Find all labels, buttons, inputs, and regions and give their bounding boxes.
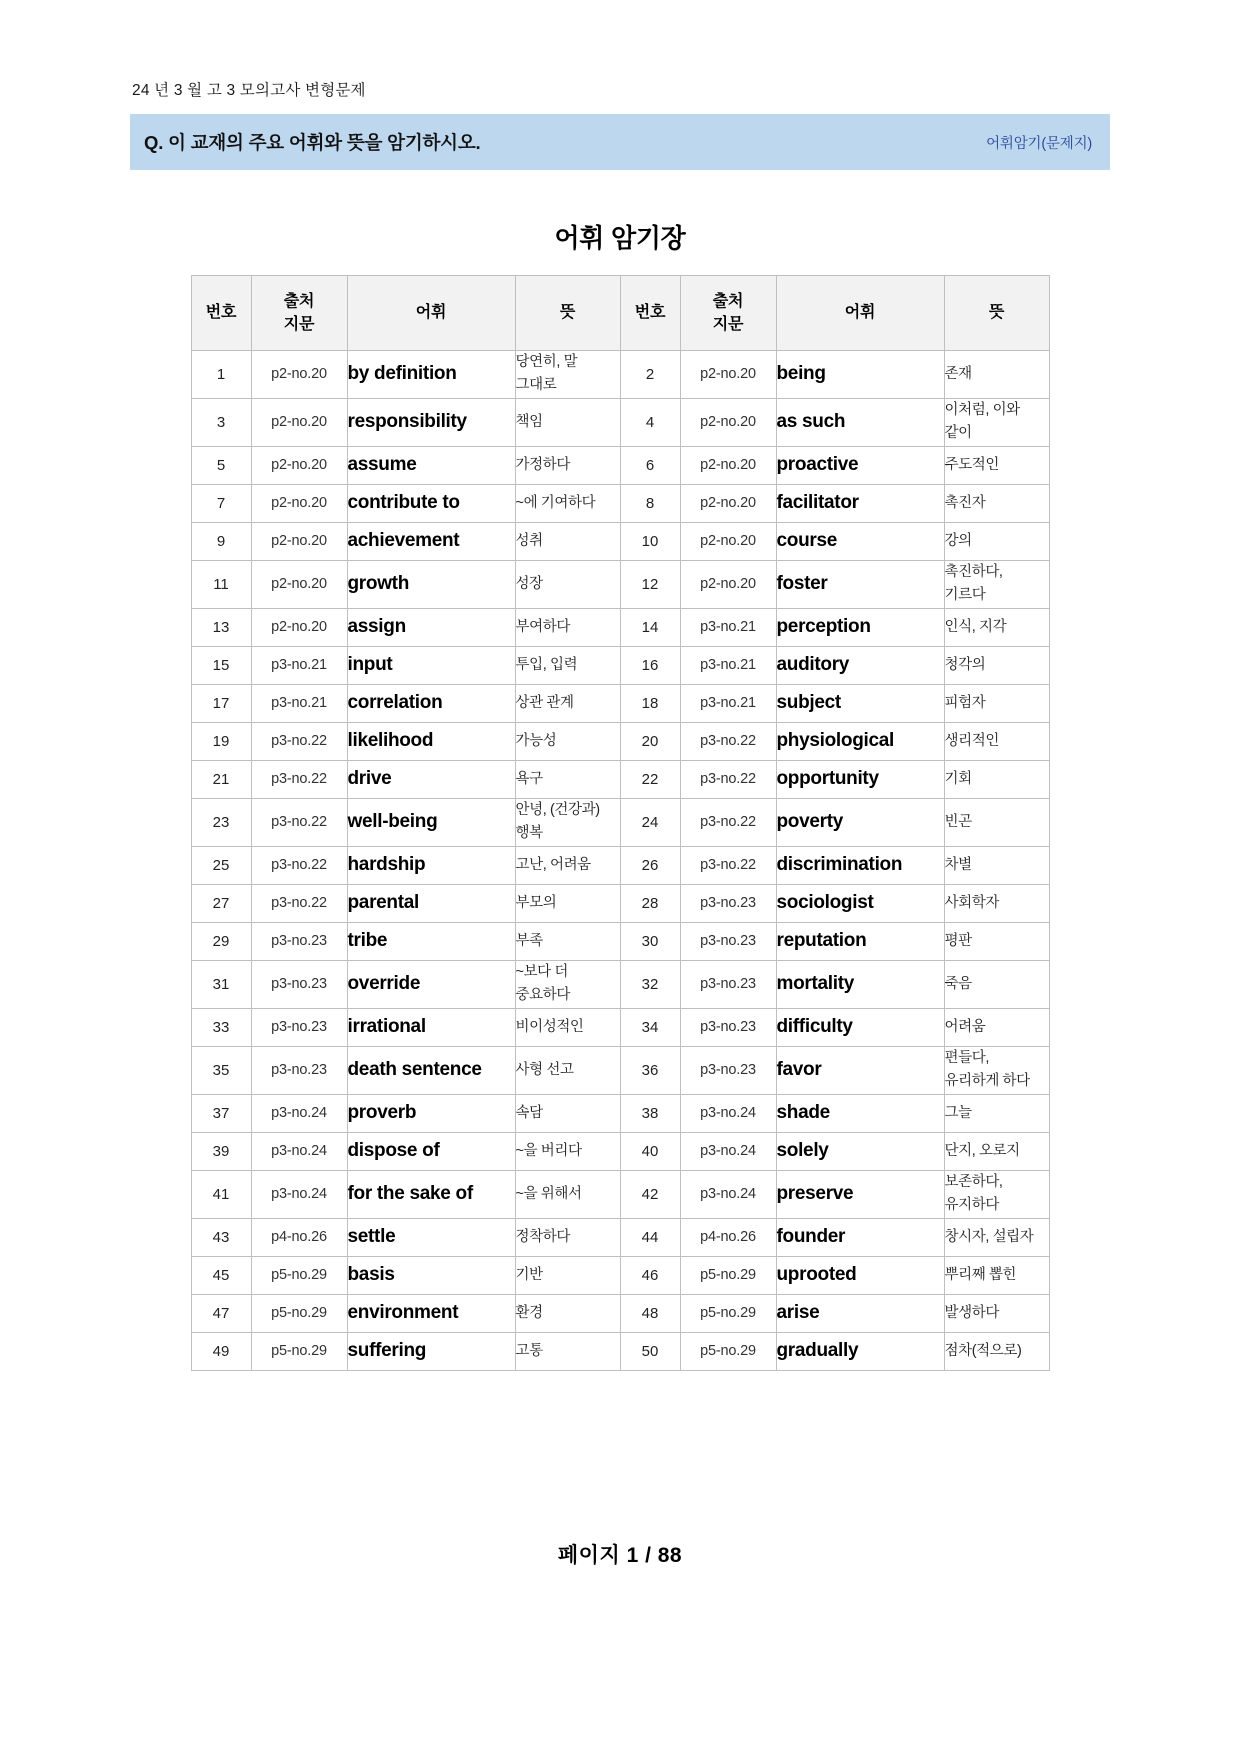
cell-source-passage-right: p3-no.22 (680, 846, 776, 884)
cell-source-passage-left: p2-no.20 (251, 446, 347, 484)
cell-source-passage-right: p5-no.29 (680, 1256, 776, 1294)
cell-meaning-left: 정착하다 (515, 1218, 620, 1256)
cell-meaning-left: 성취 (515, 522, 620, 560)
column-header-source-line2-right: 지문 (712, 316, 744, 333)
cell-vocabulary-word-left: by definition (347, 351, 515, 399)
cell-entry-number-right: 8 (620, 484, 680, 522)
cell-meaning-left: ~을 위해서 (515, 1170, 620, 1218)
cell-vocabulary-word-left: well-being (347, 798, 515, 846)
cell-vocabulary-word-left: hardship (347, 846, 515, 884)
table-row (191, 522, 1049, 560)
cell-entry-number-right: 12 (620, 560, 680, 608)
cell-source-passage-left: p5-no.29 (251, 1332, 347, 1370)
cell-meaning-left: 가정하다 (515, 446, 620, 484)
cell-vocabulary-word-right: opportunity (776, 760, 944, 798)
table-row (191, 1218, 1049, 1256)
cell-vocabulary-word-left: environment (347, 1294, 515, 1332)
cell-meaning-left: ~을 버리다 (515, 1132, 620, 1170)
table-row (191, 351, 1049, 399)
cell-meaning-right: 주도적인 (944, 446, 1049, 484)
cell-meaning-right: 발생하다 (944, 1294, 1049, 1332)
table-row (191, 760, 1049, 798)
cell-meaning-right: 촉진하다, 기르다 (944, 560, 1049, 608)
cell-vocabulary-word-right: poverty (776, 798, 944, 846)
cell-entry-number-left: 47 (191, 1294, 251, 1332)
column-header-source-line1-left: 출처 (283, 292, 315, 310)
table-header-row (191, 276, 1049, 351)
cell-source-passage-right: p2-no.20 (680, 522, 776, 560)
cell-source-passage-left: p3-no.23 (251, 1046, 347, 1094)
cell-entry-number-left: 41 (191, 1170, 251, 1218)
cell-meaning-right: 기회 (944, 760, 1049, 798)
cell-meaning-left: 환경 (515, 1294, 620, 1332)
cell-meaning-right: 피험자 (944, 684, 1049, 722)
table-row (191, 1046, 1049, 1094)
cell-entry-number-right: 38 (620, 1094, 680, 1132)
cell-meaning-right: 어려움 (944, 1008, 1049, 1046)
cell-entry-number-right: 16 (620, 646, 680, 684)
cell-entry-number-left: 37 (191, 1094, 251, 1132)
cell-source-passage-right: p2-no.20 (680, 484, 776, 522)
cell-meaning-right: 촉진자 (944, 484, 1049, 522)
cell-vocabulary-word-right: subject (776, 684, 944, 722)
cell-source-passage-left: p3-no.21 (251, 646, 347, 684)
cell-vocabulary-word-right: being (776, 351, 944, 399)
cell-entry-number-left: 35 (191, 1046, 251, 1094)
cell-meaning-right: 생리적인 (944, 722, 1049, 760)
cell-vocabulary-word-left: contribute to (347, 484, 515, 522)
cell-meaning-right: 빈곤 (944, 798, 1049, 846)
cell-entry-number-left: 23 (191, 798, 251, 846)
cell-source-passage-right: p3-no.23 (680, 884, 776, 922)
cell-entry-number-left: 3 (191, 398, 251, 446)
cell-entry-number-left: 19 (191, 722, 251, 760)
table-row (191, 398, 1049, 446)
cell-entry-number-right: 2 (620, 351, 680, 399)
cell-entry-number-right: 50 (620, 1332, 680, 1370)
cell-entry-number-right: 10 (620, 522, 680, 560)
cell-meaning-left: 투입, 입력 (515, 646, 620, 684)
cell-source-passage-left: p2-no.20 (251, 484, 347, 522)
cell-meaning-left: 욕구 (515, 760, 620, 798)
cell-source-passage-right: p3-no.21 (680, 684, 776, 722)
table-row (191, 1256, 1049, 1294)
cell-source-passage-left: p2-no.20 (251, 522, 347, 560)
cell-source-passage-right: p3-no.21 (680, 608, 776, 646)
cell-vocabulary-word-right: physiological (776, 722, 944, 760)
cell-entry-number-left: 17 (191, 684, 251, 722)
cell-source-passage-right: p3-no.24 (680, 1170, 776, 1218)
table-row (191, 446, 1049, 484)
cell-source-passage-left: p3-no.22 (251, 760, 347, 798)
cell-source-passage-left: p2-no.20 (251, 608, 347, 646)
column-header-source-right (680, 276, 776, 351)
column-header-source-line2-left: 지문 (283, 316, 315, 333)
table-body (191, 351, 1049, 1371)
cell-source-passage-right: p5-no.29 (680, 1294, 776, 1332)
cell-vocabulary-word-right: uprooted (776, 1256, 944, 1294)
cell-vocabulary-word-right: perception (776, 608, 944, 646)
column-header-source-left (251, 276, 347, 351)
cell-meaning-right: 이처럼, 이와 같이 (944, 398, 1049, 446)
cell-vocabulary-word-left: override (347, 960, 515, 1008)
cell-meaning-left: 부여하다 (515, 608, 620, 646)
cell-source-passage-right: p3-no.24 (680, 1094, 776, 1132)
cell-entry-number-right: 14 (620, 608, 680, 646)
cell-source-passage-left: p2-no.20 (251, 398, 347, 446)
cell-entry-number-left: 7 (191, 484, 251, 522)
cell-meaning-right: 점차(적으로) (944, 1332, 1049, 1370)
cell-meaning-right: 존재 (944, 351, 1049, 399)
cell-entry-number-left: 43 (191, 1218, 251, 1256)
cell-source-passage-left: p3-no.24 (251, 1170, 347, 1218)
cell-source-passage-right: p3-no.22 (680, 722, 776, 760)
cell-vocabulary-word-left: parental (347, 884, 515, 922)
cell-vocabulary-word-right: favor (776, 1046, 944, 1094)
cell-entry-number-right: 6 (620, 446, 680, 484)
cell-source-passage-right: p3-no.22 (680, 798, 776, 846)
cell-source-passage-left: p5-no.29 (251, 1256, 347, 1294)
cell-source-passage-right: p3-no.23 (680, 922, 776, 960)
cell-vocabulary-word-left: drive (347, 760, 515, 798)
column-header-no-right: 번호 (620, 276, 680, 351)
cell-entry-number-right: 22 (620, 760, 680, 798)
cell-meaning-right: 창시자, 설립자 (944, 1218, 1049, 1256)
cell-source-passage-right: p2-no.20 (680, 398, 776, 446)
cell-entry-number-left: 29 (191, 922, 251, 960)
cell-entry-number-right: 32 (620, 960, 680, 1008)
table-row (191, 684, 1049, 722)
cell-vocabulary-word-right: discrimination (776, 846, 944, 884)
cell-entry-number-left: 13 (191, 608, 251, 646)
column-header-word-left: 어휘 (347, 276, 515, 351)
cell-meaning-left: 기반 (515, 1256, 620, 1294)
table-row (191, 960, 1049, 1008)
cell-meaning-left: 당연히, 말 그대로 (515, 351, 620, 399)
table-row (191, 1332, 1049, 1370)
cell-meaning-left: 가능성 (515, 722, 620, 760)
cell-source-passage-left: p3-no.22 (251, 722, 347, 760)
column-header-source-line1-right: 출처 (712, 292, 744, 310)
cell-vocabulary-word-right: auditory (776, 646, 944, 684)
cell-entry-number-right: 20 (620, 722, 680, 760)
cell-vocabulary-word-left: responsibility (347, 398, 515, 446)
cell-vocabulary-word-right: mortality (776, 960, 944, 1008)
cell-source-passage-left: p3-no.24 (251, 1094, 347, 1132)
cell-entry-number-right: 28 (620, 884, 680, 922)
cell-vocabulary-word-left: basis (347, 1256, 515, 1294)
cell-source-passage-left: p3-no.23 (251, 1008, 347, 1046)
table-row (191, 798, 1049, 846)
cell-meaning-right: 단지, 오로지 (944, 1132, 1049, 1170)
cell-vocabulary-word-left: suffering (347, 1332, 515, 1370)
cell-vocabulary-word-left: death sentence (347, 1046, 515, 1094)
cell-meaning-right: 그늘 (944, 1094, 1049, 1132)
cell-meaning-right: 뿌리째 뽑힌 (944, 1256, 1049, 1294)
cell-meaning-right: 강의 (944, 522, 1049, 560)
cell-vocabulary-word-right: proactive (776, 446, 944, 484)
cell-source-passage-left: p5-no.29 (251, 1294, 347, 1332)
table-row (191, 1008, 1049, 1046)
table-row (191, 560, 1049, 608)
cell-vocabulary-word-left: irrational (347, 1008, 515, 1046)
cell-meaning-left: ~에 기여하다 (515, 484, 620, 522)
cell-meaning-right: 평판 (944, 922, 1049, 960)
column-header-word-right: 어휘 (776, 276, 944, 351)
cell-source-passage-right: p3-no.24 (680, 1132, 776, 1170)
cell-source-passage-left: p3-no.22 (251, 846, 347, 884)
cell-entry-number-left: 27 (191, 884, 251, 922)
table-row (191, 922, 1049, 960)
cell-entry-number-right: 30 (620, 922, 680, 960)
cell-source-passage-right: p2-no.20 (680, 560, 776, 608)
cell-vocabulary-word-left: achievement (347, 522, 515, 560)
cell-entry-number-left: 15 (191, 646, 251, 684)
cell-entry-number-left: 49 (191, 1332, 251, 1370)
cell-vocabulary-word-right: solely (776, 1132, 944, 1170)
cell-vocabulary-word-right: founder (776, 1218, 944, 1256)
cell-vocabulary-word-right: sociologist (776, 884, 944, 922)
cell-vocabulary-word-right: facilitator (776, 484, 944, 522)
cell-meaning-left: ~보다 더 중요하다 (515, 960, 620, 1008)
cell-entry-number-right: 40 (620, 1132, 680, 1170)
cell-meaning-left: 안녕, (건강과) 행복 (515, 798, 620, 846)
cell-source-passage-right: p2-no.20 (680, 446, 776, 484)
cell-entry-number-right: 18 (620, 684, 680, 722)
cell-entry-number-left: 1 (191, 351, 251, 399)
cell-vocabulary-word-right: as such (776, 398, 944, 446)
table-row (191, 608, 1049, 646)
cell-vocabulary-word-right: arise (776, 1294, 944, 1332)
cell-source-passage-right: p3-no.22 (680, 760, 776, 798)
cell-entry-number-right: 24 (620, 798, 680, 846)
cell-source-passage-right: p3-no.21 (680, 646, 776, 684)
cell-vocabulary-word-right: difficulty (776, 1008, 944, 1046)
cell-entry-number-right: 48 (620, 1294, 680, 1332)
cell-meaning-left: 성장 (515, 560, 620, 608)
cell-meaning-left: 부모의 (515, 884, 620, 922)
cell-meaning-left: 부족 (515, 922, 620, 960)
cell-source-passage-left: p2-no.20 (251, 560, 347, 608)
cell-vocabulary-word-right: reputation (776, 922, 944, 960)
cell-meaning-left: 상관 관계 (515, 684, 620, 722)
cell-entry-number-right: 4 (620, 398, 680, 446)
cell-meaning-right: 인식, 지각 (944, 608, 1049, 646)
cell-meaning-right: 사회학자 (944, 884, 1049, 922)
cell-vocabulary-word-right: preserve (776, 1170, 944, 1218)
cell-entry-number-right: 46 (620, 1256, 680, 1294)
cell-source-passage-left: p3-no.22 (251, 884, 347, 922)
cell-vocabulary-word-right: foster (776, 560, 944, 608)
cell-entry-number-right: 42 (620, 1170, 680, 1218)
cell-source-passage-right: p3-no.23 (680, 960, 776, 1008)
cell-meaning-right: 청각의 (944, 646, 1049, 684)
vocabulary-table (191, 275, 1050, 1371)
cell-meaning-left: 속담 (515, 1094, 620, 1132)
cell-source-passage-right: p2-no.20 (680, 351, 776, 399)
cell-meaning-left: 고난, 어려움 (515, 846, 620, 884)
table-row (191, 884, 1049, 922)
cell-meaning-left: 고통 (515, 1332, 620, 1370)
cell-entry-number-left: 31 (191, 960, 251, 1008)
cell-entry-number-right: 36 (620, 1046, 680, 1094)
cell-meaning-right: 차별 (944, 846, 1049, 884)
column-header-no-left: 번호 (191, 276, 251, 351)
question-banner (130, 114, 1110, 170)
cell-source-passage-right: p3-no.23 (680, 1008, 776, 1046)
cell-vocabulary-word-left: input (347, 646, 515, 684)
page-number-footer: 페이지 1 / 88 (557, 1544, 683, 1567)
table-row (191, 1132, 1049, 1170)
cell-source-passage-left: p3-no.22 (251, 798, 347, 846)
table-row (191, 646, 1049, 684)
worksheet-type-tag: 어휘암기(문제지) (986, 135, 1092, 152)
cell-meaning-left: 책임 (515, 398, 620, 446)
cell-vocabulary-word-left: dispose of (347, 1132, 515, 1170)
cell-vocabulary-word-right: shade (776, 1094, 944, 1132)
cell-source-passage-right: p3-no.23 (680, 1046, 776, 1094)
cell-meaning-right: 편들다, 유리하게 하다 (944, 1046, 1049, 1094)
cell-vocabulary-word-left: proverb (347, 1094, 515, 1132)
cell-source-passage-left: p3-no.24 (251, 1132, 347, 1170)
cell-entry-number-right: 34 (620, 1008, 680, 1046)
cell-meaning-left: 비이성적인 (515, 1008, 620, 1046)
cell-vocabulary-word-left: tribe (347, 922, 515, 960)
table-row (191, 722, 1049, 760)
cell-meaning-right: 죽음 (944, 960, 1049, 1008)
cell-entry-number-left: 25 (191, 846, 251, 884)
cell-entry-number-left: 11 (191, 560, 251, 608)
cell-vocabulary-word-left: for the sake of (347, 1170, 515, 1218)
table-row (191, 1094, 1049, 1132)
cell-entry-number-left: 45 (191, 1256, 251, 1294)
column-header-meaning-right: 뜻 (944, 276, 1049, 351)
cell-entry-number-left: 21 (191, 760, 251, 798)
cell-meaning-left: 사형 선고 (515, 1046, 620, 1094)
cell-entry-number-left: 5 (191, 446, 251, 484)
table-row (191, 1294, 1049, 1332)
cell-entry-number-left: 9 (191, 522, 251, 560)
cell-source-passage-left: p3-no.23 (251, 960, 347, 1008)
table-row (191, 1170, 1049, 1218)
cell-source-passage-left: p3-no.23 (251, 922, 347, 960)
cell-entry-number-right: 26 (620, 846, 680, 884)
cell-source-passage-left: p2-no.20 (251, 351, 347, 399)
cell-source-passage-right: p4-no.26 (680, 1218, 776, 1256)
table-row (191, 846, 1049, 884)
table-row (191, 484, 1049, 522)
cell-vocabulary-word-left: growth (347, 560, 515, 608)
cell-source-passage-left: p4-no.26 (251, 1218, 347, 1256)
cell-source-passage-right: p5-no.29 (680, 1332, 776, 1370)
cell-entry-number-left: 33 (191, 1008, 251, 1046)
cell-entry-number-left: 39 (191, 1132, 251, 1170)
page-title: 어휘 암기장 (554, 223, 686, 253)
document-meta-line: 24 년 3 월 고 3 모의고사 변형문제 (132, 82, 366, 99)
cell-vocabulary-word-left: settle (347, 1218, 515, 1256)
cell-vocabulary-word-left: assign (347, 608, 515, 646)
cell-vocabulary-word-left: likelihood (347, 722, 515, 760)
cell-meaning-right: 보존하다, 유지하다 (944, 1170, 1049, 1218)
cell-vocabulary-word-right: gradually (776, 1332, 944, 1370)
column-header-meaning-left: 뜻 (515, 276, 620, 351)
cell-vocabulary-word-left: assume (347, 446, 515, 484)
cell-vocabulary-word-left: correlation (347, 684, 515, 722)
cell-source-passage-left: p3-no.21 (251, 684, 347, 722)
table-header (191, 276, 1049, 351)
cell-entry-number-right: 44 (620, 1218, 680, 1256)
question-prompt-text: Q. 이 교재의 주요 어휘와 뜻을 암기하시오. (144, 132, 481, 153)
cell-vocabulary-word-right: course (776, 522, 944, 560)
